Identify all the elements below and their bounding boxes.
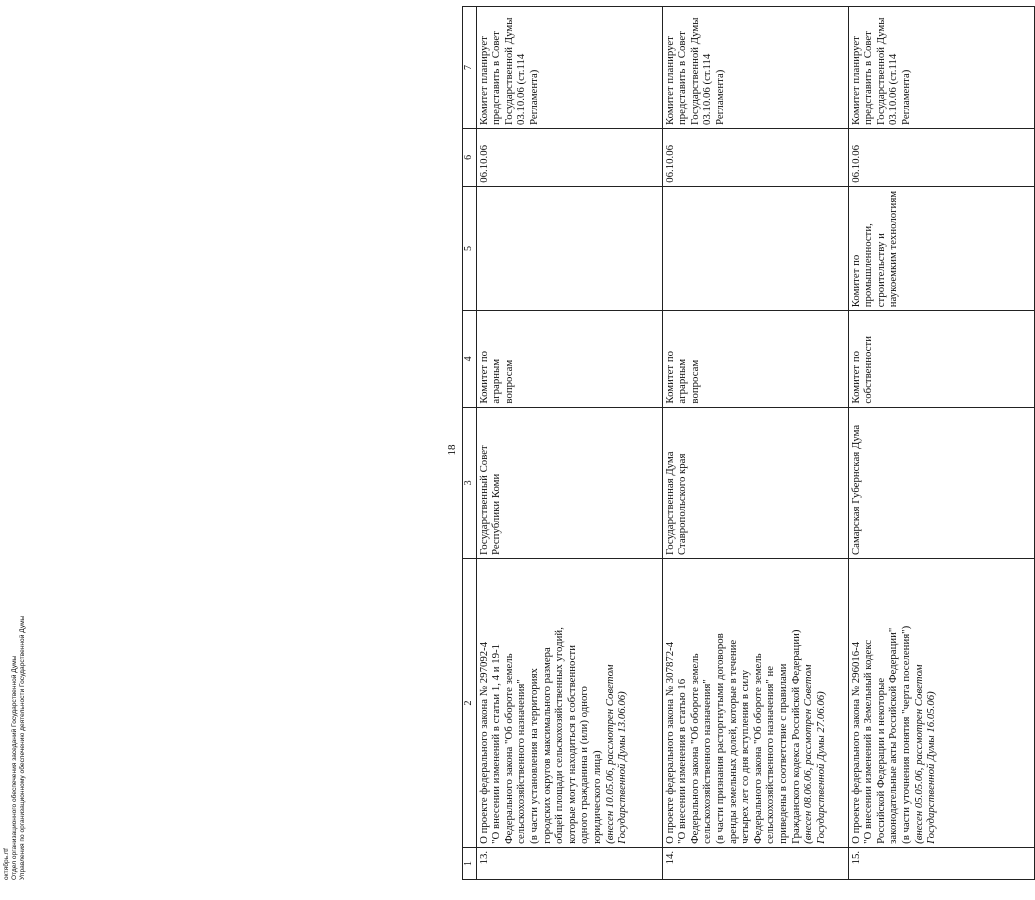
column-header: 5 xyxy=(463,186,477,311)
desc-line: сельскохозяйственного назначения" не xyxy=(764,665,777,844)
column-header: 4 xyxy=(463,311,477,407)
submission-note: Государственной Думы 16.05.06) xyxy=(925,691,938,844)
plan-note: Комитет планирует представить в Совет Государственной Думы 03.10.06 (ст.114 Регламента) xyxy=(662,7,848,129)
desc-line: четырех лет со дня вступления в силу xyxy=(739,670,752,844)
desc-line: сельскохозяйственного назначения" xyxy=(515,679,528,844)
footer-department: Отдел организационного обеспечения заседаний Государственной Думы xyxy=(11,655,18,880)
desc-line: Федерального закона "Об обороте земель xyxy=(688,653,701,844)
plan-note: Комитет планирует представить в Совет Государственной Думы 03.10.06 (ст.114 Регламента) xyxy=(476,7,662,129)
desc-line: (в части уточнения понятия "черта поселения") xyxy=(899,625,912,844)
bill-description xyxy=(662,559,848,848)
document-footer xyxy=(3,480,27,880)
footer-directorate: Управления по организационному обеспечению деятельности Государственной Думы xyxy=(19,615,26,880)
submission-note: Государственной Думы 13.06.06) xyxy=(616,691,629,844)
desc-line: приведены в соответствие с правилами xyxy=(776,663,789,844)
desc-line: аренды земельных долей, которые в течение xyxy=(726,639,739,844)
desc-line: законодательные акты Российской Федерации" xyxy=(887,627,900,844)
co-committee xyxy=(476,186,662,311)
co-committee: Комитет по промышленности, строительству и наукоемким технологиям xyxy=(848,186,1034,311)
desc-line: "О внесении изменений в Земельный кодекс xyxy=(862,639,875,844)
desc-line: общей площади сельскохозяйственных угодий, xyxy=(553,627,566,844)
column-header: 1 xyxy=(463,847,477,879)
row-number: 15. xyxy=(848,847,1034,879)
desc-line: (в части признания расторгнутыми договоров xyxy=(713,633,726,844)
bill-author: Самарская Губернская Дума xyxy=(848,407,1034,558)
submission-note: (внесен 05.05.06, рассмотрен Советом xyxy=(912,664,925,844)
table-row xyxy=(848,7,1034,880)
bill-author: Государственный Совет Республики Коми xyxy=(476,407,662,558)
table-row xyxy=(476,7,662,880)
bill-title: О проекте федерального закона № 307872-4 xyxy=(663,641,676,844)
column-header: 6 xyxy=(463,129,477,187)
desc-line: юридического лица) xyxy=(590,750,603,844)
header-row xyxy=(463,7,477,880)
desc-line: "О внесении изменения в статью 16 xyxy=(676,678,689,844)
desc-line: Федерального закона "Об обороте земель xyxy=(502,653,515,844)
bills-table xyxy=(462,6,1035,880)
bill-description xyxy=(476,559,662,848)
plan-note: Комитет планирует представить в Совет Государственной Думы 03.10.06 (ст.114 Регламента) xyxy=(848,7,1034,129)
responsible-committee: Комитет по собственности xyxy=(848,311,1034,407)
submission-note: Государственной Думы 27.06.06) xyxy=(814,691,827,844)
desc-line: одного гражданина и (или) одного xyxy=(578,686,591,844)
row-number: 14. xyxy=(662,847,848,879)
desc-line: Федерального закона "Об обороте земель xyxy=(751,653,764,844)
row-number: 13. xyxy=(476,847,662,879)
desc-line: сельскохозяйственного назначения" xyxy=(701,679,714,844)
column-header: 7 xyxy=(463,7,477,129)
desc-line: (в части установления на территориях xyxy=(527,668,540,844)
table-row xyxy=(662,7,848,880)
column-header: 2 xyxy=(463,559,477,848)
responsible-committee: Комитет по аграрным вопросам xyxy=(476,311,662,407)
bill-author: Государственная Дума Ставропольского края xyxy=(662,407,848,558)
deadline-date: 06.10.06 xyxy=(476,129,662,187)
bill-title: О проекте федерального закона № 297092-4 xyxy=(477,641,490,844)
footer-filename: октябрь.rtf xyxy=(3,848,10,880)
desc-line: "О внесении изменений в статьи 1, 4 и 19-1 xyxy=(490,643,503,844)
desc-line: Гражданского кодекса Российской Федерации) xyxy=(789,629,802,844)
desc-line: Российской Федерации и некоторые xyxy=(874,677,887,844)
submission-note: (внесен 10.05.06, рассмотрен Советом xyxy=(603,664,616,844)
deadline-date: 06.10.06 xyxy=(848,129,1034,187)
deadline-date: 06.10.06 xyxy=(662,129,848,187)
desc-line: которые могут находиться в собственности xyxy=(565,645,578,844)
bill-title: О проекте федерального закона № 296016-4 xyxy=(849,641,862,844)
page-number: 18 xyxy=(446,444,458,456)
desc-line: городских округов максимального размера xyxy=(540,647,553,844)
bill-description xyxy=(848,559,1034,848)
submission-note: (внесен 08.06.06, рассмотрен Советом xyxy=(802,664,815,844)
co-committee xyxy=(662,186,848,311)
column-header: 3 xyxy=(463,407,477,558)
responsible-committee: Комитет по аграрным вопросам xyxy=(662,311,848,407)
